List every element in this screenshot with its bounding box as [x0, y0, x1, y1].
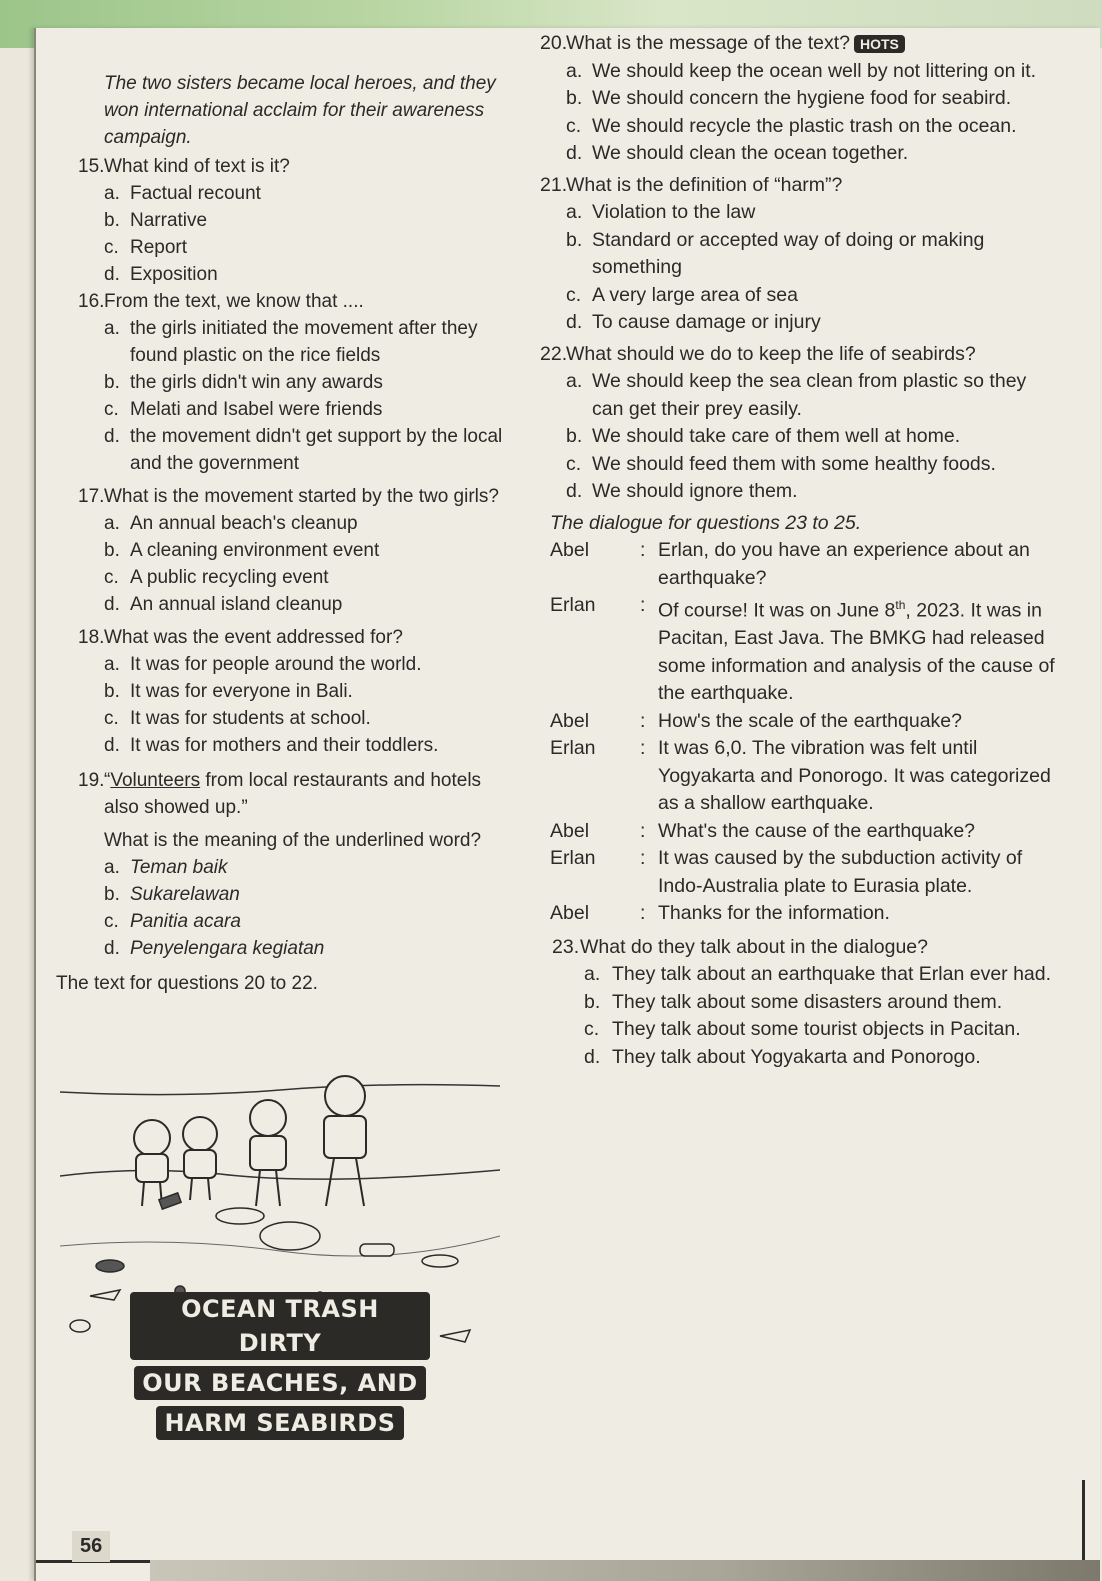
q18-option-d[interactable]: d. It was for mothers and their toddlers. — [104, 735, 439, 756]
q19-option-d[interactable]: d. Penyelengara kegiatan — [104, 938, 325, 959]
q19-option-b[interactable]: b. Sukarelawan — [104, 884, 240, 905]
dialogue-line: Erlan : It was 6,0. The vibration was felt until Yogyakarta and Ponorogo. It was categorized as a shallow earthquake. — [550, 737, 1051, 814]
q21-option-b[interactable]: b. Standard or accepted way of doing or making something — [566, 228, 985, 278]
q21-option-a[interactable]: a. Violation to the law — [566, 201, 756, 223]
q23-option-b[interactable]: b. They talk about some disasters around them. — [584, 990, 1003, 1013]
q21-option-c[interactable]: c. A very large area of sea — [566, 283, 798, 306]
page-number: 56 — [72, 1531, 110, 1562]
question-16: 16. From the text, we know that .... — [78, 291, 364, 312]
dialogue-line: Erlan : It was caused by the subduction activity of Indo-Australia plate to Eurasia plate. — [550, 847, 1023, 897]
q23-option-c[interactable]: c. They talk about some tourist objects in Pacitan. — [584, 1018, 1021, 1040]
q20-option-d[interactable]: d. We should clean the ocean together. — [566, 142, 909, 164]
dialogue-line: Erlan : Of course! It was on June 8th, 2023. It was in Pacitan, East Java. The BMKG had released some information and analysis of the cause of the earthquake. — [550, 594, 1055, 704]
poster-line-3: HARM SEABIRDS — [156, 1406, 403, 1440]
q22-option-c[interactable]: c. We should feed them with some healthy foods. — [566, 452, 996, 475]
footer-strip — [150, 1560, 1100, 1581]
q20-option-b[interactable]: b. We should concern the hygiene food for seabird. — [566, 87, 1012, 109]
q15-option-b[interactable]: b. Narrative — [104, 210, 208, 231]
question-18: 18. What was the event addressed for? — [78, 627, 403, 648]
q18-option-a[interactable]: a. It was for people around the world. — [104, 654, 422, 675]
q16-option-c[interactable]: c. Melati and Isabel were friends — [104, 399, 383, 420]
question-19: 19. “Volunteers from local restaurants and hotels also showed up.” What is the meaning of the underlined word? — [78, 770, 482, 851]
question-22: 22. What should we do to keep the life of seabirds? — [540, 342, 976, 365]
q19-option-c[interactable]: c. Panitia acara — [104, 911, 241, 932]
poster-line-2: OUR BEACHES, AND — [134, 1366, 425, 1400]
question-17: 17. What is the movement started by the two girls? — [78, 486, 499, 507]
hots-badge: HOTS — [854, 35, 905, 53]
text-heading-20-22: The text for questions 20 to 22. — [56, 973, 318, 994]
q15-option-a[interactable]: a. Factual recount — [104, 183, 261, 204]
q21-option-d[interactable]: d. To cause damage or injury — [566, 311, 821, 333]
q18-option-b[interactable]: b. It was for everyone in Bali. — [104, 681, 353, 702]
question-15: 15. What kind of text is it? — [78, 156, 290, 177]
poster-title — [130, 1292, 430, 1440]
dialogue-line: Abel : Erlan, do you have an experience about an earthquake? — [550, 539, 1030, 589]
dialogue-line: Abel : How's the scale of the earthquake? — [550, 709, 962, 732]
q22-option-b[interactable]: b. We should take care of them well at home. — [566, 425, 961, 447]
underlined-word: Volunteers — [110, 770, 201, 791]
q15-option-d[interactable]: d. Exposition — [104, 264, 218, 285]
q17-option-a[interactable]: a. An annual beach's cleanup — [104, 513, 358, 534]
q15-option-c[interactable]: c. Report — [104, 237, 188, 258]
q17-option-d[interactable]: d. An annual island cleanup — [104, 594, 343, 615]
q17-option-c[interactable]: c. A public recycling event — [104, 567, 329, 588]
right-column — [540, 30, 1060, 1071]
q20-option-c[interactable]: c. We should recycle the plastic trash on the ocean. — [566, 114, 1017, 137]
q19-option-a[interactable]: a. Teman baik — [104, 857, 228, 878]
dialogue-line: Abel : What's the cause of the earthquake? — [550, 819, 976, 842]
intro-text: The two sisters became local heroes, and they won international acclaim for their awareness campaign. — [104, 73, 496, 148]
q16-option-b[interactable]: b. the girls didn't win any awards — [104, 372, 383, 393]
question-23: 23. What do they talk about in the dialogue? — [552, 935, 928, 958]
q16-option-d[interactable]: d. the movement didn't get support by the local and the government — [104, 426, 503, 474]
poster-line-1: OCEAN TRASH DIRTY — [130, 1292, 430, 1360]
dialogue-line: Abel : Thanks for the information. — [550, 902, 890, 924]
left-column — [56, 70, 518, 997]
q16-option-a[interactable]: a. the girls initiated the movement after they found plastic on the rice fields — [104, 318, 478, 366]
q20-option-a[interactable]: a. We should keep the ocean well by not littering on it. — [566, 59, 1037, 82]
dialogue — [540, 537, 1060, 928]
q18-option-c[interactable]: c. It was for students at school. — [104, 708, 371, 729]
ocean-trash-illustration — [60, 1046, 500, 1440]
q23-option-a[interactable]: a. They talk about an earthquake that Erlan ever had. — [584, 963, 1052, 985]
q23-option-d[interactable]: d. They talk about Yogyakarta and Ponorogo. — [584, 1045, 981, 1068]
q22-option-d[interactable]: d. We should ignore them. — [566, 480, 798, 502]
q17-option-b[interactable]: b. A cleaning environment event — [104, 540, 380, 561]
dialogue-heading: The dialogue for questions 23 to 25. — [550, 511, 862, 534]
question-21: 21. What is the definition of “harm”? — [540, 173, 843, 196]
q22-option-a[interactable]: a. We should keep the sea clean from plastic so they can get their prey easily. — [566, 370, 1027, 420]
page-frame — [36, 1480, 1085, 1563]
question-20: 20. What is the message of the text? HOTS — [540, 30, 1060, 58]
